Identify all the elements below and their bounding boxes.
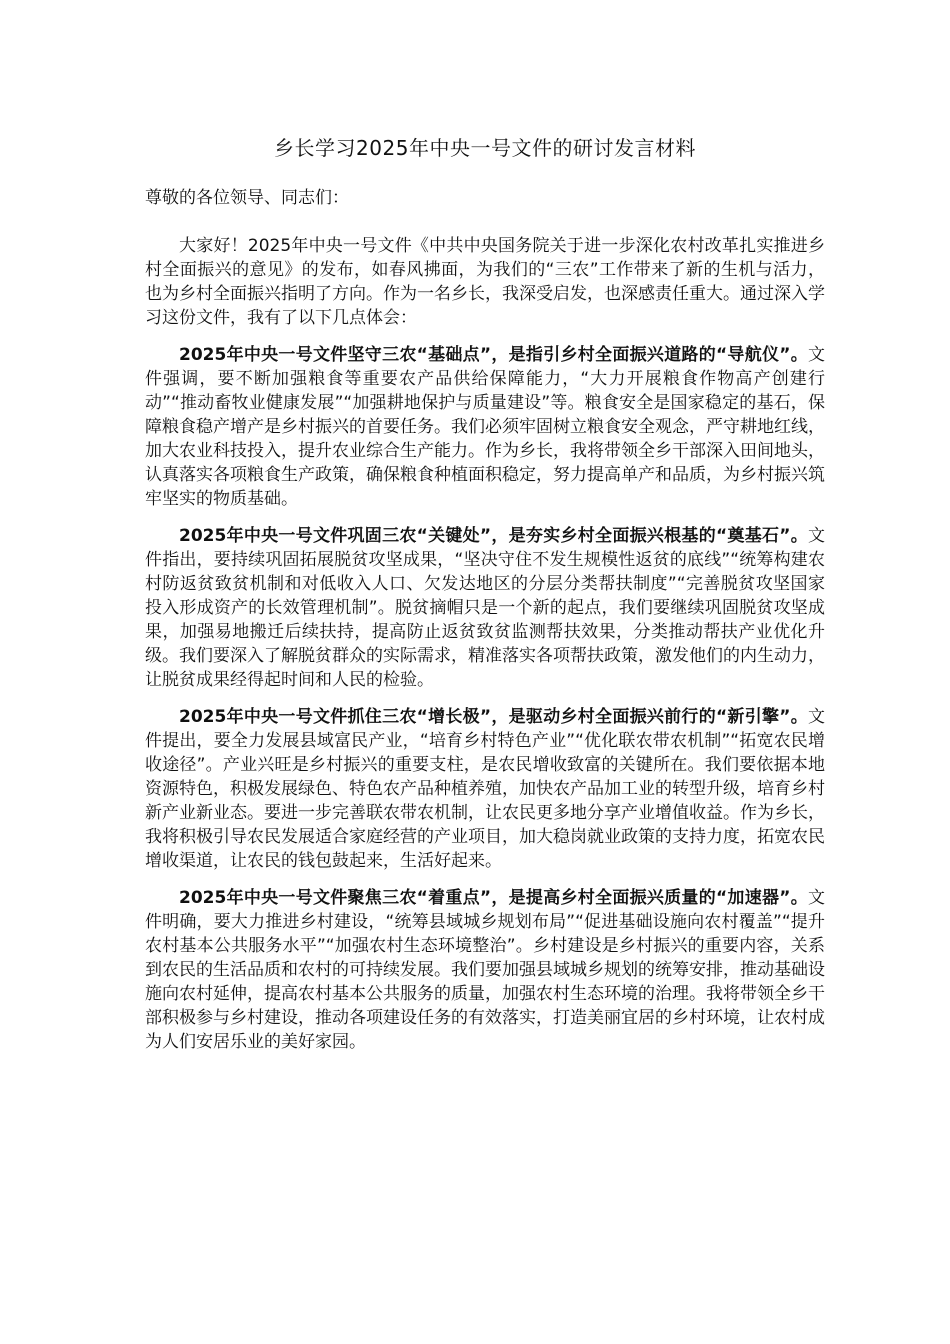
paragraph-point-4 [145,886,825,1054]
document-title: 乡长学习2025年中央一号文件的研讨发言材料 [274,136,696,160]
paragraph-point-2 [145,524,825,692]
paragraph-point-1 [145,343,825,511]
paragraph-body: 大家好！2025年中央一号文件《中共中央国务院关于进一步深化农村改革扎实推进乡村全面振兴的意见》的发布，如春风拂面，为我们的“三农”工作带来了新的生机与活力，也为乡村全面振兴指明了方向。作为一名乡长，我深受启发，也深感责任重大。通过深入学习这份文件，我有了以下几点体会： [145,236,825,328]
paragraph-point-3 [145,705,825,873]
paragraph-lead: 2025年中央一号文件巩固三农“关键处”，是夯实乡村全面振兴根基的“奠基石”。 [179,526,808,546]
paragraph-body: 文件强调，要不断加强粮食等重要农产品供给保障能力，“大力开展粮食作物高产创建行动”“推动畜牧业健康发展”“加强耕地保护与质量建设”等。粮食安全是国家稳定的基石，保障粮食稳产增产是乡村振兴的首要任务。我们必须牢固树立粮食安全观念，严守耕地红线，加大农业科技投入，提升农业综合生产能力。作为乡长，我将带领全乡干部深入田间地头，认真落实各项粮食生产政策，确保粮食种植面积稳定，努力提高单产和品质，为乡村振兴筑牢坚实的物质基础。 [145,345,825,509]
greeting: 尊敬的各位领导、同志们： [145,188,349,208]
paragraph-body: 文件指出，要持续巩固拓展脱贫攻坚成果，“坚决守住不发生规模性返贫的底线”“统筹构建农村防返贫致贫机制和对低收入人口、欠发达地区的分层分类帮扶制度”“完善脱贫攻坚国家投入形成资产的长效管理机制”。脱贫摘帽只是一个新的起点，我们要继续巩固脱贫攻坚成果，加强易地搬迁后续扶持，提高防止返贫致贫监测帮扶效果，分类推动帮扶产业优化升级。我们要深入了解脱贫群众的实际需求，精准落实各项帮扶政策，激发他们的内生动力，让脱贫成果经得起时间和人民的检验。 [145,526,825,690]
paragraph-lead: 2025年中央一号文件聚焦三农“着重点”，是提高乡村全面振兴质量的“加速器”。 [179,888,808,908]
document-page [145,132,825,1067]
paragraph-lead: 2025年中央一号文件坚守三农“基础点”，是指引乡村全面振兴道路的“导航仪”。 [179,345,808,365]
paragraph-intro [145,234,825,330]
paragraph-body: 文件提出，要全力发展县域富民产业，“培育乡村特色产业”“优化联农带农机制”“拓宽农民增收途径”。产业兴旺是乡村振兴的重要支柱，是农民增收致富的关键所在。我们要依据本地资源特色，积极发展绿色、特色农产品种植养殖，加快农产品加工业的转型升级，培育乡村新产业新业态。要进一步完善联农带农机制，让农民更多地分享产业增值收益。作为乡长，我将积极引导农民发展适合家庭经营的产业项目，加大稳岗就业政策的支持力度，拓宽农民增收渠道，让农民的钱包鼓起来，生活好起来。 [145,707,825,871]
paragraph-lead: 2025年中央一号文件抓住三农“增长极”，是驱动乡村全面振兴前行的“新引擎”。 [179,707,808,727]
paragraph-body: 文件明确，要大力推进乡村建设，“统筹县域城乡规划布局”“促进基础设施向农村覆盖”“提升农村基本公共服务水平”“加强农村生态环境整治”。乡村建设是乡村振兴的重要内容，关系到农民的生活品质和农村的可持续发展。我们要加强县域城乡规划的统筹安排，推动基础设施向农村延伸，提高农村基本公共服务的质量，加强农村生态环境的治理。我将带领全乡干部积极参与乡村建设，推动各项建设任务的有效落实，打造美丽宜居的乡村环境，让农村成为人们安居乐业的美好家园。 [145,888,825,1052]
